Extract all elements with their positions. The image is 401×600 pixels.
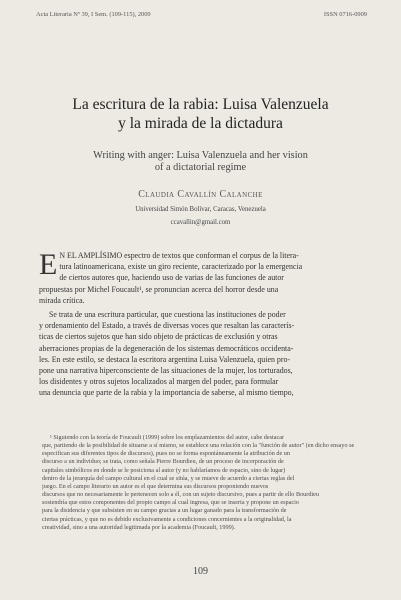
author-email: ccavallin@gmail.com [170, 219, 231, 226]
author-name: Claudia Cavallín Calanche [138, 189, 263, 200]
author-affiliation: Universidad Simón Bolívar, Caracas, Venezuela [135, 206, 266, 213]
body-line: ticas de ciertos sujetos que han sido objeto de prácticas de exclusión y otras [39, 332, 278, 342]
article-subtitle [40, 150, 361, 174]
drop-cap: E [39, 248, 58, 281]
body-line: de ciertos autores que, haciendo uso de varias de las funciones de autor [59, 273, 284, 283]
subtitle-line-1: Writing with anger: Luisa Valenzuela and her vision [93, 150, 308, 161]
body-line: una denuncia que parte de la rabia y la importancia de saberse, al mismo tiempo, [39, 388, 294, 398]
title-line-2: y la mirada de la dictadura [118, 115, 283, 132]
body-line: N EL AMPLÍSIMO espectro de textos que conforman el corpus de la litera- [59, 251, 299, 260]
body-line: les. En este estilo, se destaca la escritora argentina Luisa Valenzuela, quien pro- [39, 354, 291, 364]
footnote-line: sostendría que estos componentes del propio campo al cual ingresa, que se inserta y propone un espacio [42, 499, 299, 507]
footnote-line: dentro de la jerarquía del campo cultural en el cual se sitúa, y se mueve de acuerdo a ciertas reglas del [42, 474, 295, 482]
article-title [30, 95, 371, 133]
footnote-line: discursos que no necesariamente le pertenecen solo a él, con un sujeto discursivo, pues a partir de ello Bourdieu [42, 491, 319, 499]
footnote [42, 434, 364, 532]
footnote-line: creatividad, sino a una autoridad legitimada por la academia (Foucault, 1999). [42, 523, 236, 531]
paragraph-1 [39, 250, 364, 306]
body-line: pone una narrativa hiperconsciente de las situaciones de la mujer, los torturados, [39, 366, 293, 376]
body-line: los disidentes y otros sujetos localizados al margen del poder, para formular [39, 377, 279, 387]
footnote-line: ¹ Siguiendo con la teoría de Foucault (1999) sobre los emplazamientos del autor, cabe destacar [50, 434, 285, 441]
body-line: Se trata de una escritura particular, que cuestiona las instituciones de poder [49, 310, 286, 320]
running-head [36, 11, 367, 18]
footnote-line: discurso a un individuo; se trata, como señala Pierre Bourdieu, de un proceso de incorporación de [42, 458, 284, 466]
body-line: y ordenamiento del Estado, a través de diversas voces que resaltan las caracterís- [39, 321, 295, 331]
page-number: 109 [193, 566, 208, 577]
footnote-line: capitales simbólicos en donde se le posiciona al autor (y no hablaríamos de espacio, sino de lugar) [42, 466, 286, 474]
body-line: aberraciones propias de la degeneración de los sistemas democráticos occidenta- [39, 343, 294, 353]
title-line-1: La escritura de la rabia: Luisa Valenzuela [72, 96, 329, 113]
footnote-line: ciertas prácticas, y que no es debido exclusivamente a condiciones concernientes a la originalidad, la [42, 515, 292, 523]
subtitle-line-2: of a dictatorial regime [154, 162, 247, 173]
body-line: mirada crítica. [39, 295, 85, 305]
footnote-line: para la disidencia y que subsisten en su campo gracias a un lugar ganado para la transformación de [42, 507, 287, 515]
body-line: tura latinoamericana, existe un giro reciente, caracterizado por la emergencia [59, 262, 303, 272]
body-line: propuestas por Michel Foucault¹, se pronuncian acerca del horror desde una [39, 284, 279, 294]
footnote-line: especifican sus diferentes tipos de discursos), pues no se forma espontáneamente la atribución de un [42, 450, 290, 458]
issn: ISSN 0716-0909 [323, 11, 367, 18]
journal-citation: Acta Literaria Nº 39, I Sem. (109-115), 2009 [36, 11, 151, 18]
article-body [39, 250, 364, 402]
footnote-line: juego. En el campo literario un autor es el que determina sus discursos proponiendo nuevos [42, 482, 269, 490]
paragraph-2 [39, 309, 364, 399]
footnote-line: que, partiendo de la posibilidad de situarse a sí mismo, se establece una relación con la "función de autor" (en dicho ensayo se [42, 442, 355, 450]
